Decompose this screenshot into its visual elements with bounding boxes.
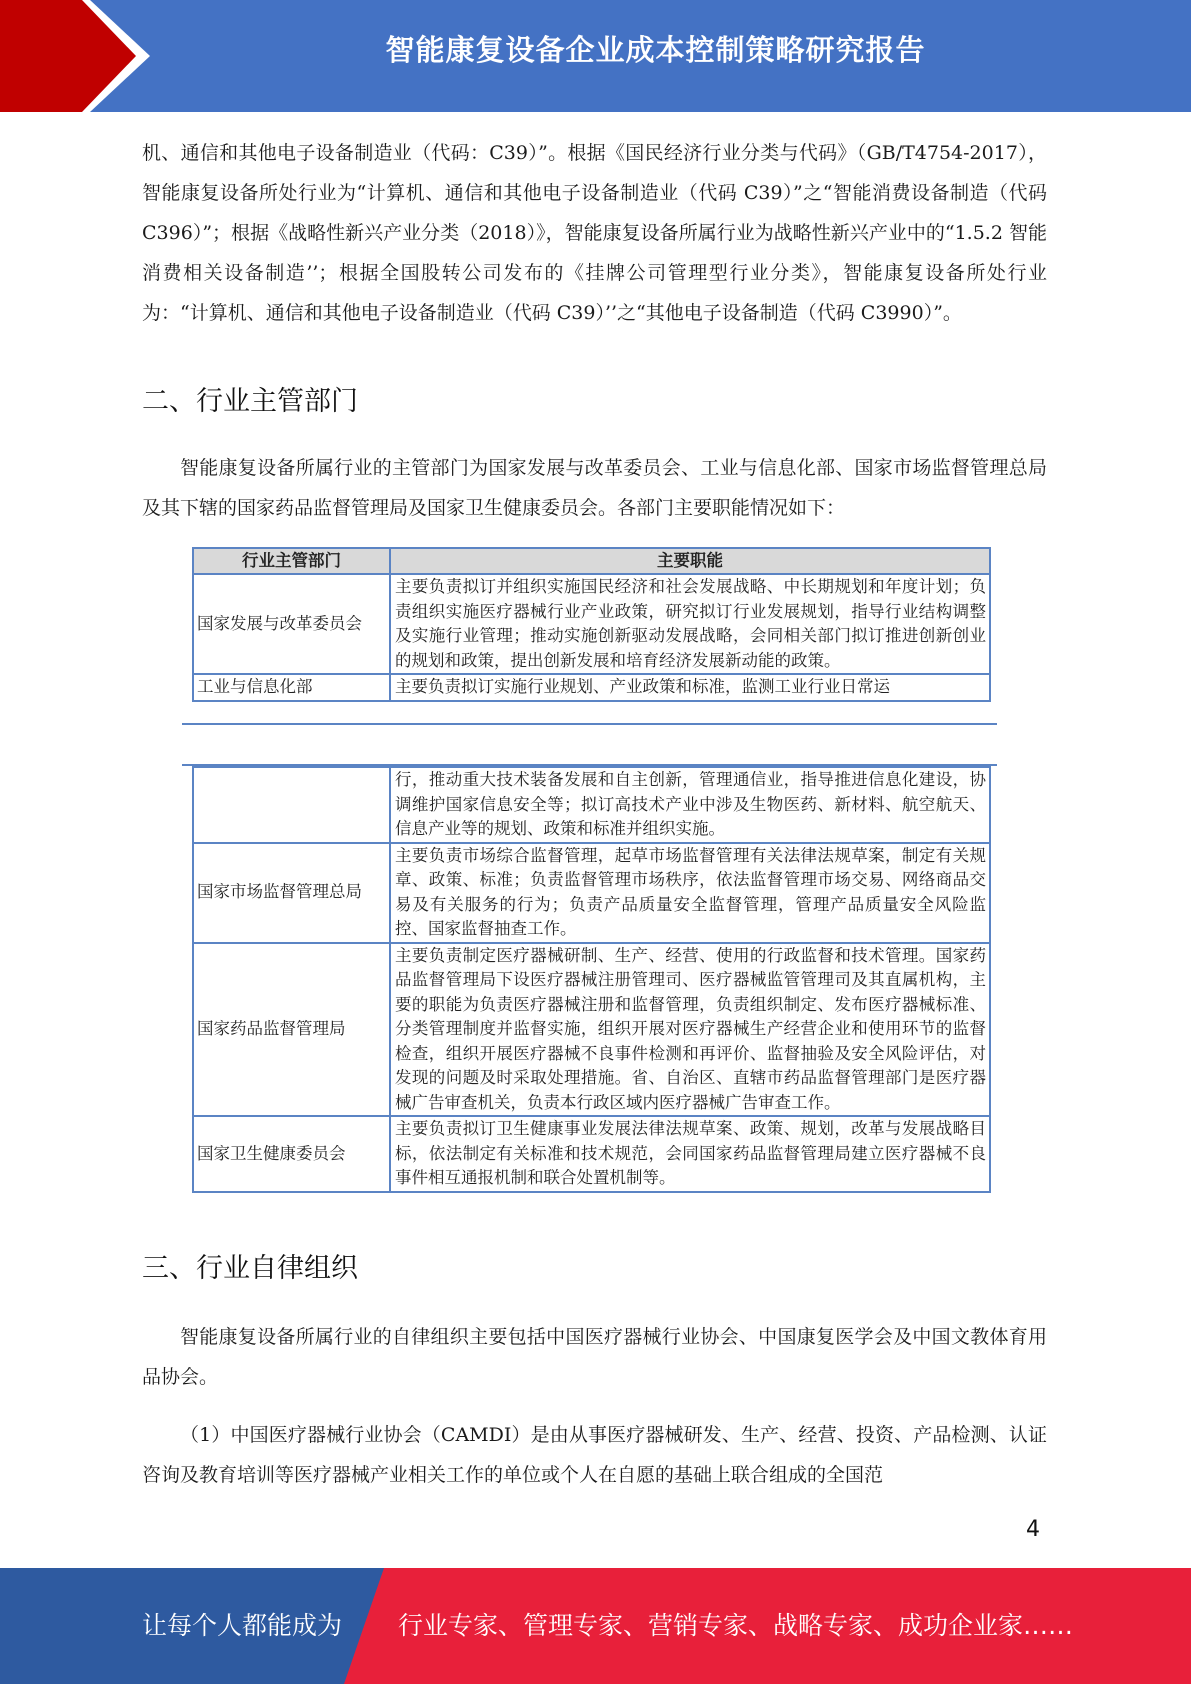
page-footer xyxy=(0,1568,1191,1684)
section2-block xyxy=(142,382,1047,422)
section3-paragraph2-block xyxy=(142,1415,1047,1495)
section3-paragraph1-block xyxy=(142,1317,1047,1397)
footer-slogan-right: 行业专家、管理专家、营销专家、战略专家、成功企业家…… xyxy=(398,1611,1074,1640)
section3-heading: 三、行业自律组织 xyxy=(142,1253,358,1284)
table-cell-dept: 国家卫生健康委员会 xyxy=(193,1116,390,1192)
table-cell-duty: 主要负责制定医疗器械研制、生产、经营、使用的行政监督和技术管理。国家药品监督管理局下设医疗器械注册管理司、医疗器械监管管理司及其直属机构，主要的职能为负责医疗器械注册和监督管理，负责组织制定、发布医疗器械标准、分类管理制度并监督实施，组织开展对医疗器械生产经营企业和使用环节的监督检查，组织开展医疗器械不良事件检测和再评价、监督抽验及安全风险评估，对发现的问题及时采取处理措施。省、自治区、直辖市药品监督管理部门是医疗器械广告审查机关，负责本行政区域内医疗器械广告审查工作。 xyxy=(390,943,990,1117)
section3-block xyxy=(142,1249,1047,1289)
table-header-duty: 主要职能 xyxy=(390,548,990,574)
footer-slogan-left: 让每个人都能成为 xyxy=(142,1611,343,1640)
table-cell-duty: 主要负责拟订卫生健康事业发展法律法规草案、政策、规划，改革与发展战略目标，依法制定有关标准和技术规范，会同国家药品监督管理局建立医疗器械不良事件相互通报机制和联合处置机制等。 xyxy=(390,1116,990,1192)
section2-paragraph: 智能康复设备所属行业的主管部门为国家发展与改革委员会、工业与信息化部、国家市场监督管理总局及其下辖的国家药品监督管理局及国家卫生健康委员会。各部门主要职能情况如下： xyxy=(142,457,1047,519)
table-cell-duty: 主要负责拟订并组织实施国民经济和社会发展战略、中长期规划和年度计划；负责组织实施医疗器械行业产业政策，研究拟订行业发展规划，指导行业结构调整及实施行业管理；推动实施创新驱动发展战略，会同相关部门拟订推进创新创业的规划和政策，提出创新发展和培育经济发展新动能的政策。 xyxy=(390,574,990,674)
section2-heading: 二、行业主管部门 xyxy=(142,386,358,417)
table-header-row xyxy=(193,548,990,574)
page-number: 4 xyxy=(1026,1517,1040,1542)
table-cell-duty: 主要负责市场综合监督管理，起草市场监督管理有关法律法规草案，制定有关规章、政策、标准；负责监督管理市场秩序，依法监督管理市场交易、网络商品交易及有关服务的行为；负责产品质量安全监督管理，管理产品质量安全风险监控、国家监督抽查工作。 xyxy=(390,843,990,943)
table-cell-dept: 国家发展与改革委员会 xyxy=(193,574,390,674)
authorities-table-part1 xyxy=(192,547,991,702)
table-row xyxy=(193,674,990,701)
table-header-dept: 行业主管部门 xyxy=(193,548,390,574)
header-red-arrow-icon xyxy=(0,0,150,112)
authorities-table-part2 xyxy=(192,766,991,1193)
table-row xyxy=(193,943,990,1117)
table-row xyxy=(193,843,990,943)
section3-paragraph2: （1）中国医疗器械行业协会（CAMDI）是由从事医疗器械研发、生产、经营、投资、产品检测、认证咨询及教育培训等医疗器械产业相关工作的单位或个人在自愿的基础上联合组成的全国范 xyxy=(142,1424,1047,1486)
section2-paragraph-block xyxy=(142,448,1047,528)
intro-paragraph-block xyxy=(142,133,1047,333)
section3-paragraph1: 智能康复设备所属行业的自律组织主要包括中国医疗器械行业协会、中国康复医学会及中国文教体育用品协会。 xyxy=(142,1326,1047,1388)
page-header xyxy=(0,0,1191,112)
intro-paragraph: 机、通信和其他电子设备制造业（代码：C39）”。根据《国民经济行业分类与代码》（GB/T4754-2017），智能康复设备所处行业为“计算机、通信和其他电子设备制造业（代码 C39）”之“智能消费设备制造（代码 C396）”；根据《战略性新兴产业分类（2018）》，智能康复设备所属行业为战略性新兴产业中的“1.5.2 智能消费相关设备制造’’；根据全国股转公司发布的《挂牌公司管理型行业分类》，智能康复设备所处行业为：“计算机、通信和其他电子设备制造业（代码 C39）’’之“其他电子设备制造（代码 C3990）”。 xyxy=(142,142,1047,324)
table-cell-duty: 行，推动重大技术装备发展和自主创新，管理通信业，指导推进信息化建设，协调维护国家信息安全等；拟订高技术产业中涉及生物医药、新材料、航空航天、信息产业等的规划、政策和标准并组织实施。 xyxy=(390,767,990,843)
table-row xyxy=(193,767,990,843)
table-cell-dept: 国家市场监督管理总局 xyxy=(193,843,390,943)
table-cut-line-bottom xyxy=(182,723,997,725)
table-row xyxy=(193,1116,990,1192)
table-row xyxy=(193,574,990,674)
table-cell-dept: 工业与信息化部 xyxy=(193,674,390,701)
table-cell-dept xyxy=(193,767,390,843)
table-cell-duty: 主要负责拟订实施行业规划、产业政策和标准，监测工业行业日常运 xyxy=(390,674,990,701)
page-title: 智能康复设备企业成本控制策略研究报告 xyxy=(385,33,926,67)
table-cell-dept: 国家药品监督管理局 xyxy=(193,943,390,1117)
